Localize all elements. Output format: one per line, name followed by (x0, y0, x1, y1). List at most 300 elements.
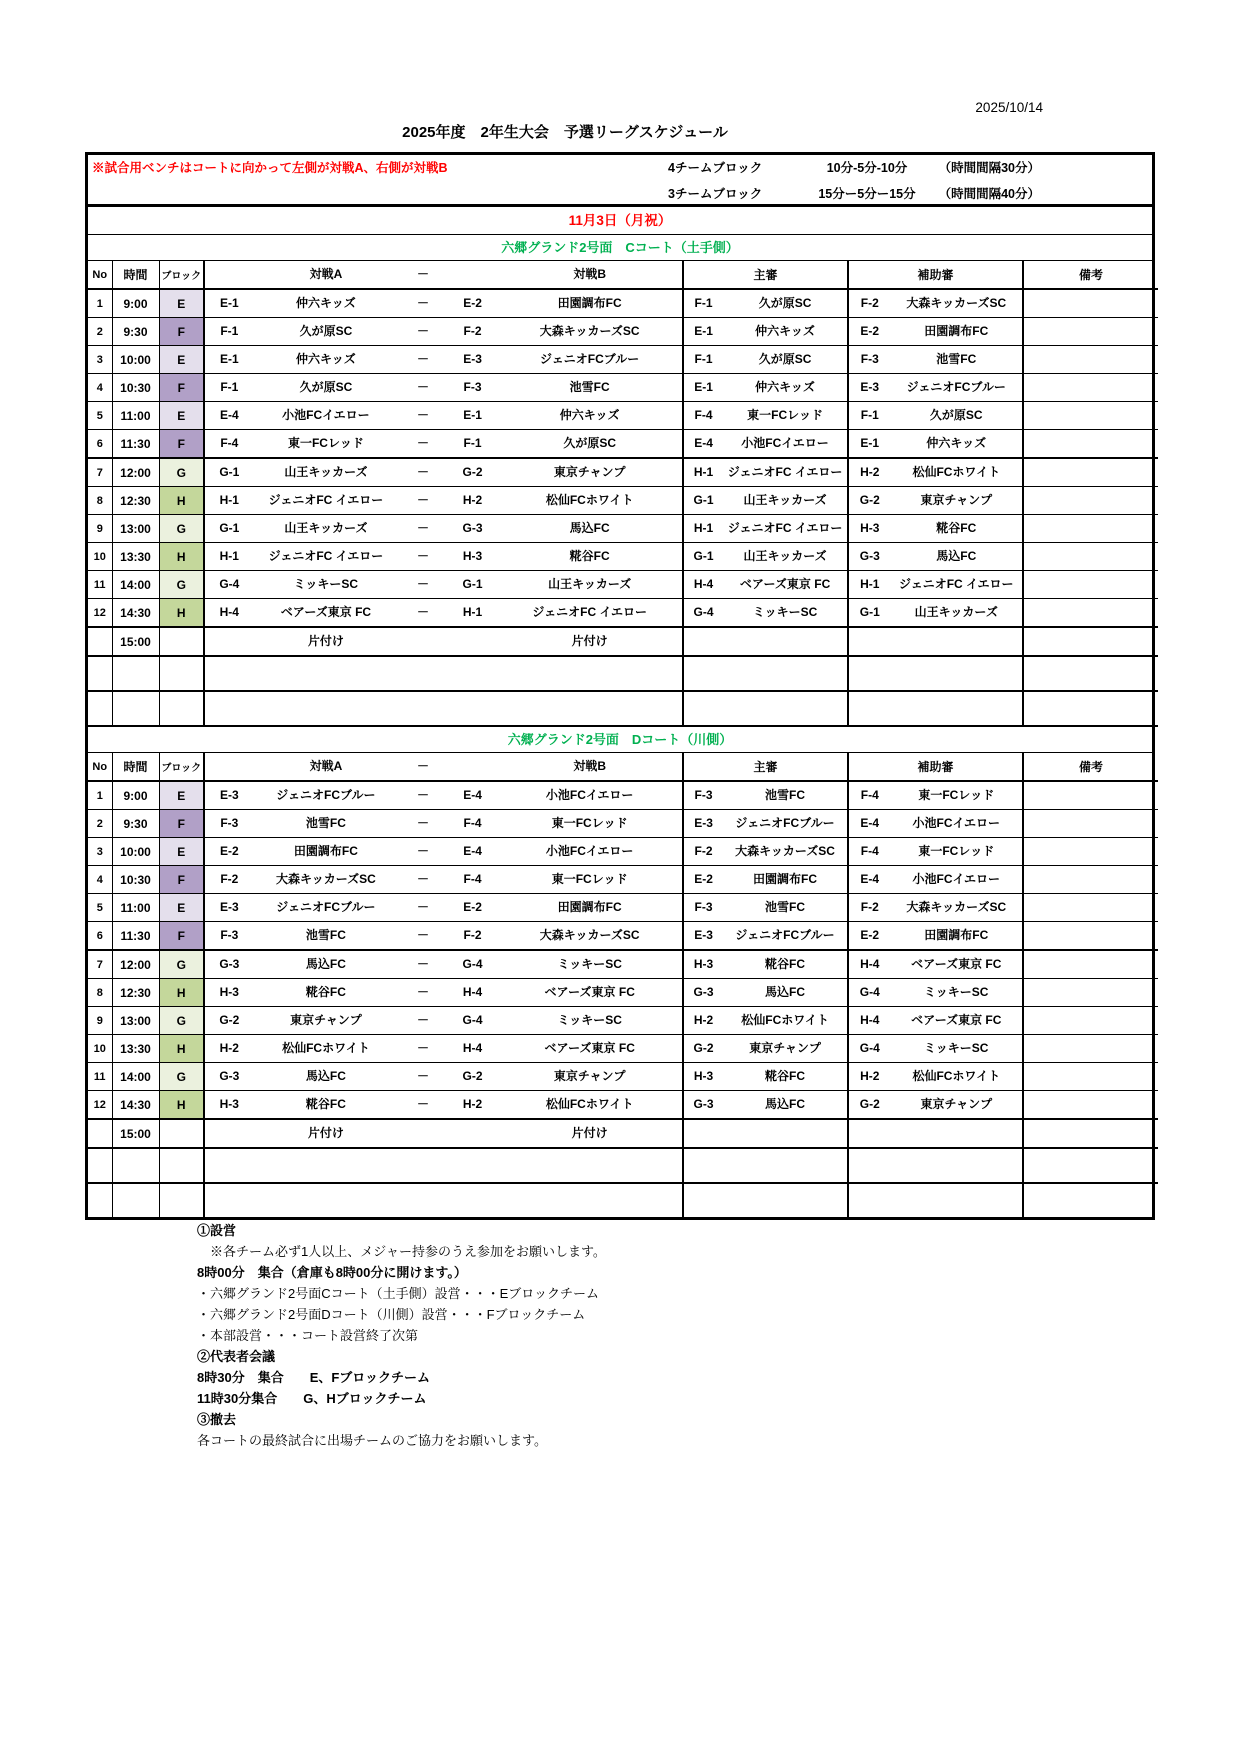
match-no: 11 (88, 1063, 112, 1091)
table-row (88, 691, 1158, 726)
referee-cell (683, 458, 848, 487)
referee-cell (683, 430, 848, 459)
header-time: 時間 (112, 753, 159, 781)
team-a-name: 馬込FC (305, 957, 346, 971)
referee-cell (683, 487, 848, 515)
referee-name: 糀谷FC (765, 1069, 806, 1083)
assistant-cell (848, 515, 1023, 543)
team-b-name: 小池FCイエロー (545, 844, 634, 858)
assistant-name: 小池FCイエロー (912, 872, 1001, 886)
match-no: 1 (88, 289, 112, 318)
match-no: 11 (88, 571, 112, 599)
header-dash: － (416, 267, 429, 281)
team-b-name: ジェニオFC イエロー (532, 605, 647, 619)
assistant-name: 東京チャンプ (920, 493, 993, 507)
match-time: 11:30 (112, 922, 159, 951)
assistant-cell (848, 922, 1023, 951)
referee-name: 仲六キッズ (755, 324, 815, 338)
remarks-cell (1023, 810, 1158, 838)
table-row (88, 1183, 1158, 1217)
match-cell (204, 838, 683, 866)
table-header-row (88, 753, 1158, 781)
remarks-cell (1023, 1063, 1158, 1091)
team-b-code: G-2 (462, 1069, 483, 1083)
header-assistant: 補助審 (848, 261, 1023, 289)
assistant-code: H-2 (860, 1069, 880, 1083)
team-a-name: ベアーズ東京 FC (280, 605, 372, 619)
team-b-code: E-4 (463, 788, 482, 802)
referee-name: ジェニオFCブルー (735, 928, 835, 942)
note-line: 8時30分 集合 E、Fブロックチーム (197, 1370, 431, 1385)
match-cell (204, 627, 683, 656)
table-row (88, 430, 1158, 459)
team-b-code: G-2 (462, 465, 483, 479)
team-b-code: F-3 (463, 380, 482, 394)
referee-cell (683, 543, 848, 571)
match-cell (204, 402, 683, 430)
remarks-cell (1023, 402, 1158, 430)
assistant-cell (848, 318, 1023, 346)
remarks-cell (1023, 515, 1158, 543)
team-b-code: G-1 (462, 577, 483, 591)
table-row (88, 810, 1158, 838)
referee-cell (683, 627, 848, 656)
referee-cell (683, 810, 848, 838)
remarks-cell (1023, 627, 1158, 656)
table-row (88, 656, 1158, 691)
block-info-label: 3チームブロック (668, 187, 763, 201)
remarks-cell (1023, 838, 1158, 866)
match-no: 2 (88, 318, 112, 346)
referee-code: E-1 (694, 380, 713, 394)
block-cell: F (159, 810, 204, 838)
match-cell (204, 1035, 683, 1063)
team-a-code: E-3 (219, 788, 239, 802)
team-b-code: F-2 (463, 324, 482, 338)
assistant-cell (848, 1063, 1023, 1091)
block-cell: G (159, 458, 204, 487)
team-b-name: 松仙FCホワイト (545, 493, 634, 507)
match-time: 12:30 (112, 487, 159, 515)
team-a-code: F-4 (220, 436, 239, 450)
referee-name: 糀谷FC (765, 957, 806, 971)
remarks-cell (1023, 950, 1158, 979)
table-row (88, 571, 1158, 599)
match-time: 13:30 (112, 543, 159, 571)
table-row (88, 1091, 1158, 1120)
table-row (88, 1063, 1158, 1091)
table-row (88, 894, 1158, 922)
match-no: 6 (88, 430, 112, 459)
match-no: 12 (88, 599, 112, 628)
match-no (88, 656, 112, 691)
block-cell: E (159, 894, 204, 922)
referee-code: F-1 (694, 296, 713, 310)
header-no: No (88, 753, 112, 781)
match-cell (204, 979, 683, 1007)
assistant-cell (848, 979, 1023, 1007)
table-row (88, 1148, 1158, 1183)
referee-name: ミッキーSC (752, 605, 818, 619)
block-cell: F (159, 374, 204, 402)
team-b-code: H-2 (462, 1097, 483, 1111)
match-cell (204, 810, 683, 838)
vs-dash: － (416, 1013, 429, 1027)
team-a-name: 片付け (307, 1126, 344, 1140)
referee-code: E-3 (694, 816, 713, 830)
block-cell: H (159, 1035, 204, 1063)
assistant-name: ミッキーSC (924, 1041, 989, 1055)
team-b-name: 大森キッカーズSC (539, 928, 640, 942)
match-time: 9:30 (112, 810, 159, 838)
assistant-code: F-4 (860, 844, 879, 858)
referee-name: 山王キッカーズ (743, 493, 827, 507)
referee-code: G-2 (693, 1041, 714, 1055)
match-no: 4 (88, 374, 112, 402)
team-a-name: 池雪FC (305, 928, 346, 942)
assistant-name: 仲六キッズ (926, 436, 987, 450)
team-b-name: ベアーズ東京 FC (544, 1041, 635, 1055)
match-time: 10:30 (112, 866, 159, 894)
team-a-code: H-4 (219, 605, 239, 619)
match-time: 15:00 (112, 1119, 159, 1148)
block-cell (159, 627, 204, 656)
match-no: 6 (88, 922, 112, 951)
assistant-code: H-3 (860, 521, 880, 535)
match-no: 2 (88, 810, 112, 838)
table-row (88, 402, 1158, 430)
table-row (88, 346, 1158, 374)
referee-name: 松仙FCホワイト (741, 1013, 829, 1027)
assistant-code: G-1 (859, 605, 880, 619)
referee-cell (683, 346, 848, 374)
header-match-a: 対戦A (309, 759, 343, 773)
referee-name: 東京チャンプ (749, 1041, 821, 1055)
team-b-name: 片付け (571, 1126, 608, 1140)
team-a-name: 田園調布FC (293, 844, 358, 858)
court-section (88, 727, 1152, 1217)
assistant-name: 田園調布FC (924, 928, 989, 942)
remarks-cell (1023, 1119, 1158, 1148)
assistant-cell (848, 543, 1023, 571)
assistant-cell (848, 571, 1023, 599)
assistant-cell (848, 627, 1023, 656)
referee-code: G-3 (693, 985, 714, 999)
block-cell: E (159, 289, 204, 318)
table-row (88, 781, 1158, 810)
match-time: 14:00 (112, 571, 159, 599)
referee-code: H-3 (693, 1069, 714, 1083)
page-title: 2025年度 2年生大会 予選リーグスケジュール (402, 124, 728, 141)
referee-code: G-1 (693, 549, 714, 563)
vs-dash: － (416, 1069, 429, 1083)
header-match-b: 対戦B (573, 759, 606, 773)
team-a-code: G-1 (219, 521, 240, 535)
block-timing-info (668, 158, 1040, 202)
assistant-name: ベアーズ東京 FC (911, 1013, 1002, 1027)
table-row (88, 1035, 1158, 1063)
team-b-code: F-4 (463, 872, 482, 886)
team-a-code: H-2 (219, 1041, 239, 1055)
referee-code: G-4 (693, 605, 714, 619)
assistant-cell (848, 810, 1023, 838)
table-row (88, 1007, 1158, 1035)
block-cell: E (159, 781, 204, 810)
table-row (88, 458, 1158, 487)
block-cell: G (159, 950, 204, 979)
team-b-code: G-4 (462, 957, 483, 971)
assistant-code: H-4 (860, 1013, 880, 1027)
vs-dash: － (416, 1097, 429, 1111)
remarks-cell (1023, 894, 1158, 922)
match-no: 7 (88, 950, 112, 979)
referee-name: 田園調布FC (753, 872, 818, 886)
vs-dash: － (416, 296, 429, 310)
match-cell (204, 1007, 683, 1035)
match-time (112, 1148, 159, 1183)
match-cell (204, 1119, 683, 1148)
match-no (88, 1148, 112, 1183)
match-cell (204, 894, 683, 922)
referee-cell (683, 656, 848, 691)
assistant-code: G-3 (859, 549, 880, 563)
team-a-code: F-3 (220, 928, 239, 942)
match-cell (204, 430, 683, 459)
court-section (88, 235, 1152, 727)
team-a-code: H-1 (219, 493, 239, 507)
block-cell: G (159, 515, 204, 543)
team-b-name: 小池FCイエロー (545, 788, 634, 802)
match-cell (204, 1148, 683, 1183)
block-cell: H (159, 979, 204, 1007)
table-row (88, 515, 1158, 543)
assistant-code: G-2 (859, 1097, 880, 1111)
team-a-code: G-3 (219, 1069, 240, 1083)
team-a-name: ジェニオFCブルー (276, 900, 376, 914)
match-cell (204, 1183, 683, 1217)
match-cell (204, 458, 683, 487)
assistant-code: E-1 (860, 436, 880, 450)
block-cell (159, 1148, 204, 1183)
referee-cell (683, 289, 848, 318)
referee-code: H-2 (693, 1013, 714, 1027)
assistant-cell (848, 289, 1023, 318)
team-a-code: H-1 (219, 549, 239, 563)
match-no: 9 (88, 1007, 112, 1035)
team-a-name: 小池FCイエロー (282, 408, 370, 422)
assistant-name: 大森キッカーズSC (906, 296, 1007, 310)
team-b-name: ミッキーSC (557, 957, 622, 971)
remarks-cell (1023, 430, 1158, 459)
table-row (88, 922, 1158, 951)
referee-name: ジェニオFC イエロー (727, 465, 843, 479)
referee-name: ジェニオFC イエロー (727, 521, 843, 535)
match-cell (204, 487, 683, 515)
team-a-code: H-3 (219, 985, 239, 999)
header-remarks: 備考 (1023, 261, 1158, 289)
remarks-cell (1023, 1091, 1158, 1120)
referee-code: G-1 (693, 493, 714, 507)
block-cell (159, 1119, 204, 1148)
referee-name: ベアーズ東京 FC (739, 577, 831, 591)
referee-cell (683, 1183, 848, 1217)
block-cell: F (159, 430, 204, 459)
team-a-code: F-1 (220, 324, 239, 338)
block-cell: G (159, 1063, 204, 1091)
referee-name: 馬込FC (765, 985, 806, 999)
assistant-name: 東一FCレッド (918, 844, 995, 858)
vs-dash: － (416, 844, 429, 858)
team-b-code: G-3 (462, 521, 483, 535)
table-row (88, 627, 1158, 656)
match-no: 8 (88, 487, 112, 515)
header-match (204, 753, 683, 781)
vs-dash: － (416, 436, 429, 450)
block-cell: E (159, 346, 204, 374)
match-cell (204, 691, 683, 726)
vs-dash: － (416, 408, 429, 422)
remarks-cell (1023, 979, 1158, 1007)
assistant-name: ベアーズ東京 FC (911, 957, 1002, 971)
assistant-cell (848, 781, 1023, 810)
team-a-code: F-2 (220, 872, 239, 886)
referee-code: G-3 (693, 1097, 714, 1111)
team-b-code: F-4 (463, 816, 482, 830)
team-b-code: H-4 (462, 985, 483, 999)
team-a-name: 仲六キッズ (296, 352, 356, 366)
referee-cell (683, 894, 848, 922)
referee-name: 東一FCレッド (747, 408, 823, 422)
team-b-name: 東一FCレッド (551, 872, 628, 886)
match-time: 11:30 (112, 430, 159, 459)
referee-code: F-3 (694, 900, 713, 914)
remarks-cell (1023, 599, 1158, 628)
team-b-code: E-3 (463, 352, 482, 366)
assistant-code: H-1 (860, 577, 880, 591)
team-b-name: 山王キッカーズ (548, 577, 632, 591)
match-time: 11:00 (112, 894, 159, 922)
vs-dash: － (416, 900, 429, 914)
match-no: 12 (88, 1091, 112, 1120)
assistant-cell (848, 691, 1023, 726)
assistant-code: F-3 (860, 352, 879, 366)
team-b-name: 松仙FCホワイト (545, 1097, 634, 1111)
referee-name: 大森キッカーズSC (735, 844, 835, 858)
match-no (88, 1183, 112, 1217)
team-b-name: ベアーズ東京 FC (544, 985, 635, 999)
header-referee: 主審 (683, 261, 848, 289)
team-b-code: E-2 (463, 900, 482, 914)
table-row (88, 374, 1158, 402)
match-time: 15:00 (112, 627, 159, 656)
match-no: 1 (88, 781, 112, 810)
referee-name: 久が原SC (758, 296, 812, 310)
header-remarks: 備考 (1023, 753, 1158, 781)
assistant-code: E-2 (860, 928, 880, 942)
match-cell (204, 1063, 683, 1091)
team-a-code: F-1 (220, 380, 239, 394)
assistant-cell (848, 1148, 1023, 1183)
match-cell (204, 318, 683, 346)
assistant-cell (848, 458, 1023, 487)
note-line: ・六郷グランド2号面Dコート（川側）設営・・・Fブロックチーム (197, 1307, 586, 1322)
referee-cell (683, 781, 848, 810)
match-cell (204, 289, 683, 318)
table-row (88, 838, 1158, 866)
match-no: 5 (88, 402, 112, 430)
team-a-name: ミッキーSC (293, 577, 359, 591)
table-header-row (88, 261, 1158, 289)
referee-cell (683, 691, 848, 726)
block-info-timing: 15分ー5分ー15分 (818, 187, 916, 201)
note-line: 11時30分集合 G、Hブロックチーム (197, 1391, 427, 1406)
table-row (88, 487, 1158, 515)
team-b-name: 仲六キッズ (559, 408, 620, 422)
remarks-cell (1023, 866, 1158, 894)
courts-container (88, 235, 1152, 1217)
team-a-name: 東一FCレッド (287, 436, 364, 450)
match-no (88, 1119, 112, 1148)
block-cell: H (159, 1091, 204, 1120)
team-a-name: ジェニオFC イエロー (268, 493, 384, 507)
assistant-cell (848, 838, 1023, 866)
team-b-name: 池雪FC (569, 380, 610, 394)
block-cell: H (159, 487, 204, 515)
match-cell (204, 781, 683, 810)
team-a-code: E-3 (219, 900, 239, 914)
referee-cell (683, 979, 848, 1007)
assistant-cell (848, 894, 1023, 922)
vs-dash: － (416, 957, 429, 971)
table-row (88, 979, 1158, 1007)
match-cell (204, 346, 683, 374)
referee-cell (683, 599, 848, 628)
assistant-name: 山王キッカーズ (914, 605, 998, 619)
match-no: 7 (88, 458, 112, 487)
vs-dash: － (416, 1041, 429, 1055)
team-b-name: 東京チャンプ (553, 1069, 626, 1083)
block-info-interval: （時間間隔30分） (938, 161, 1040, 175)
assistant-code: F-4 (860, 788, 879, 802)
remarks-cell (1023, 1035, 1158, 1063)
assistant-code: G-2 (859, 493, 880, 507)
team-a-name: 久が原SC (299, 380, 353, 394)
assistant-name: ジェニオFC イエロー (898, 577, 1014, 591)
match-cell (204, 922, 683, 951)
team-a-code: G-1 (219, 465, 240, 479)
team-a-name: 大森キッカーズSC (275, 872, 376, 886)
match-no: 8 (88, 979, 112, 1007)
referee-cell (683, 402, 848, 430)
assistant-code: E-4 (860, 872, 880, 886)
assistant-cell (848, 346, 1023, 374)
header-no: No (88, 261, 112, 289)
referee-code: F-2 (694, 844, 713, 858)
remarks-cell (1023, 1183, 1158, 1217)
referee-code: E-2 (694, 872, 713, 886)
block-cell: H (159, 543, 204, 571)
referee-code: H-3 (693, 957, 714, 971)
table-row (88, 1119, 1158, 1148)
schedule-table (88, 753, 1158, 1217)
referee-code: F-3 (694, 788, 713, 802)
team-a-code: E-1 (219, 296, 239, 310)
team-b-code: H-4 (462, 1041, 483, 1055)
assistant-name: 馬込FC (936, 549, 977, 563)
note-line: 各コートの最終試合に出場チームのご協力をお願いします。 (197, 1433, 547, 1448)
team-a-code: F-3 (220, 816, 239, 830)
assistant-name: 小池FCイエロー (912, 816, 1001, 830)
